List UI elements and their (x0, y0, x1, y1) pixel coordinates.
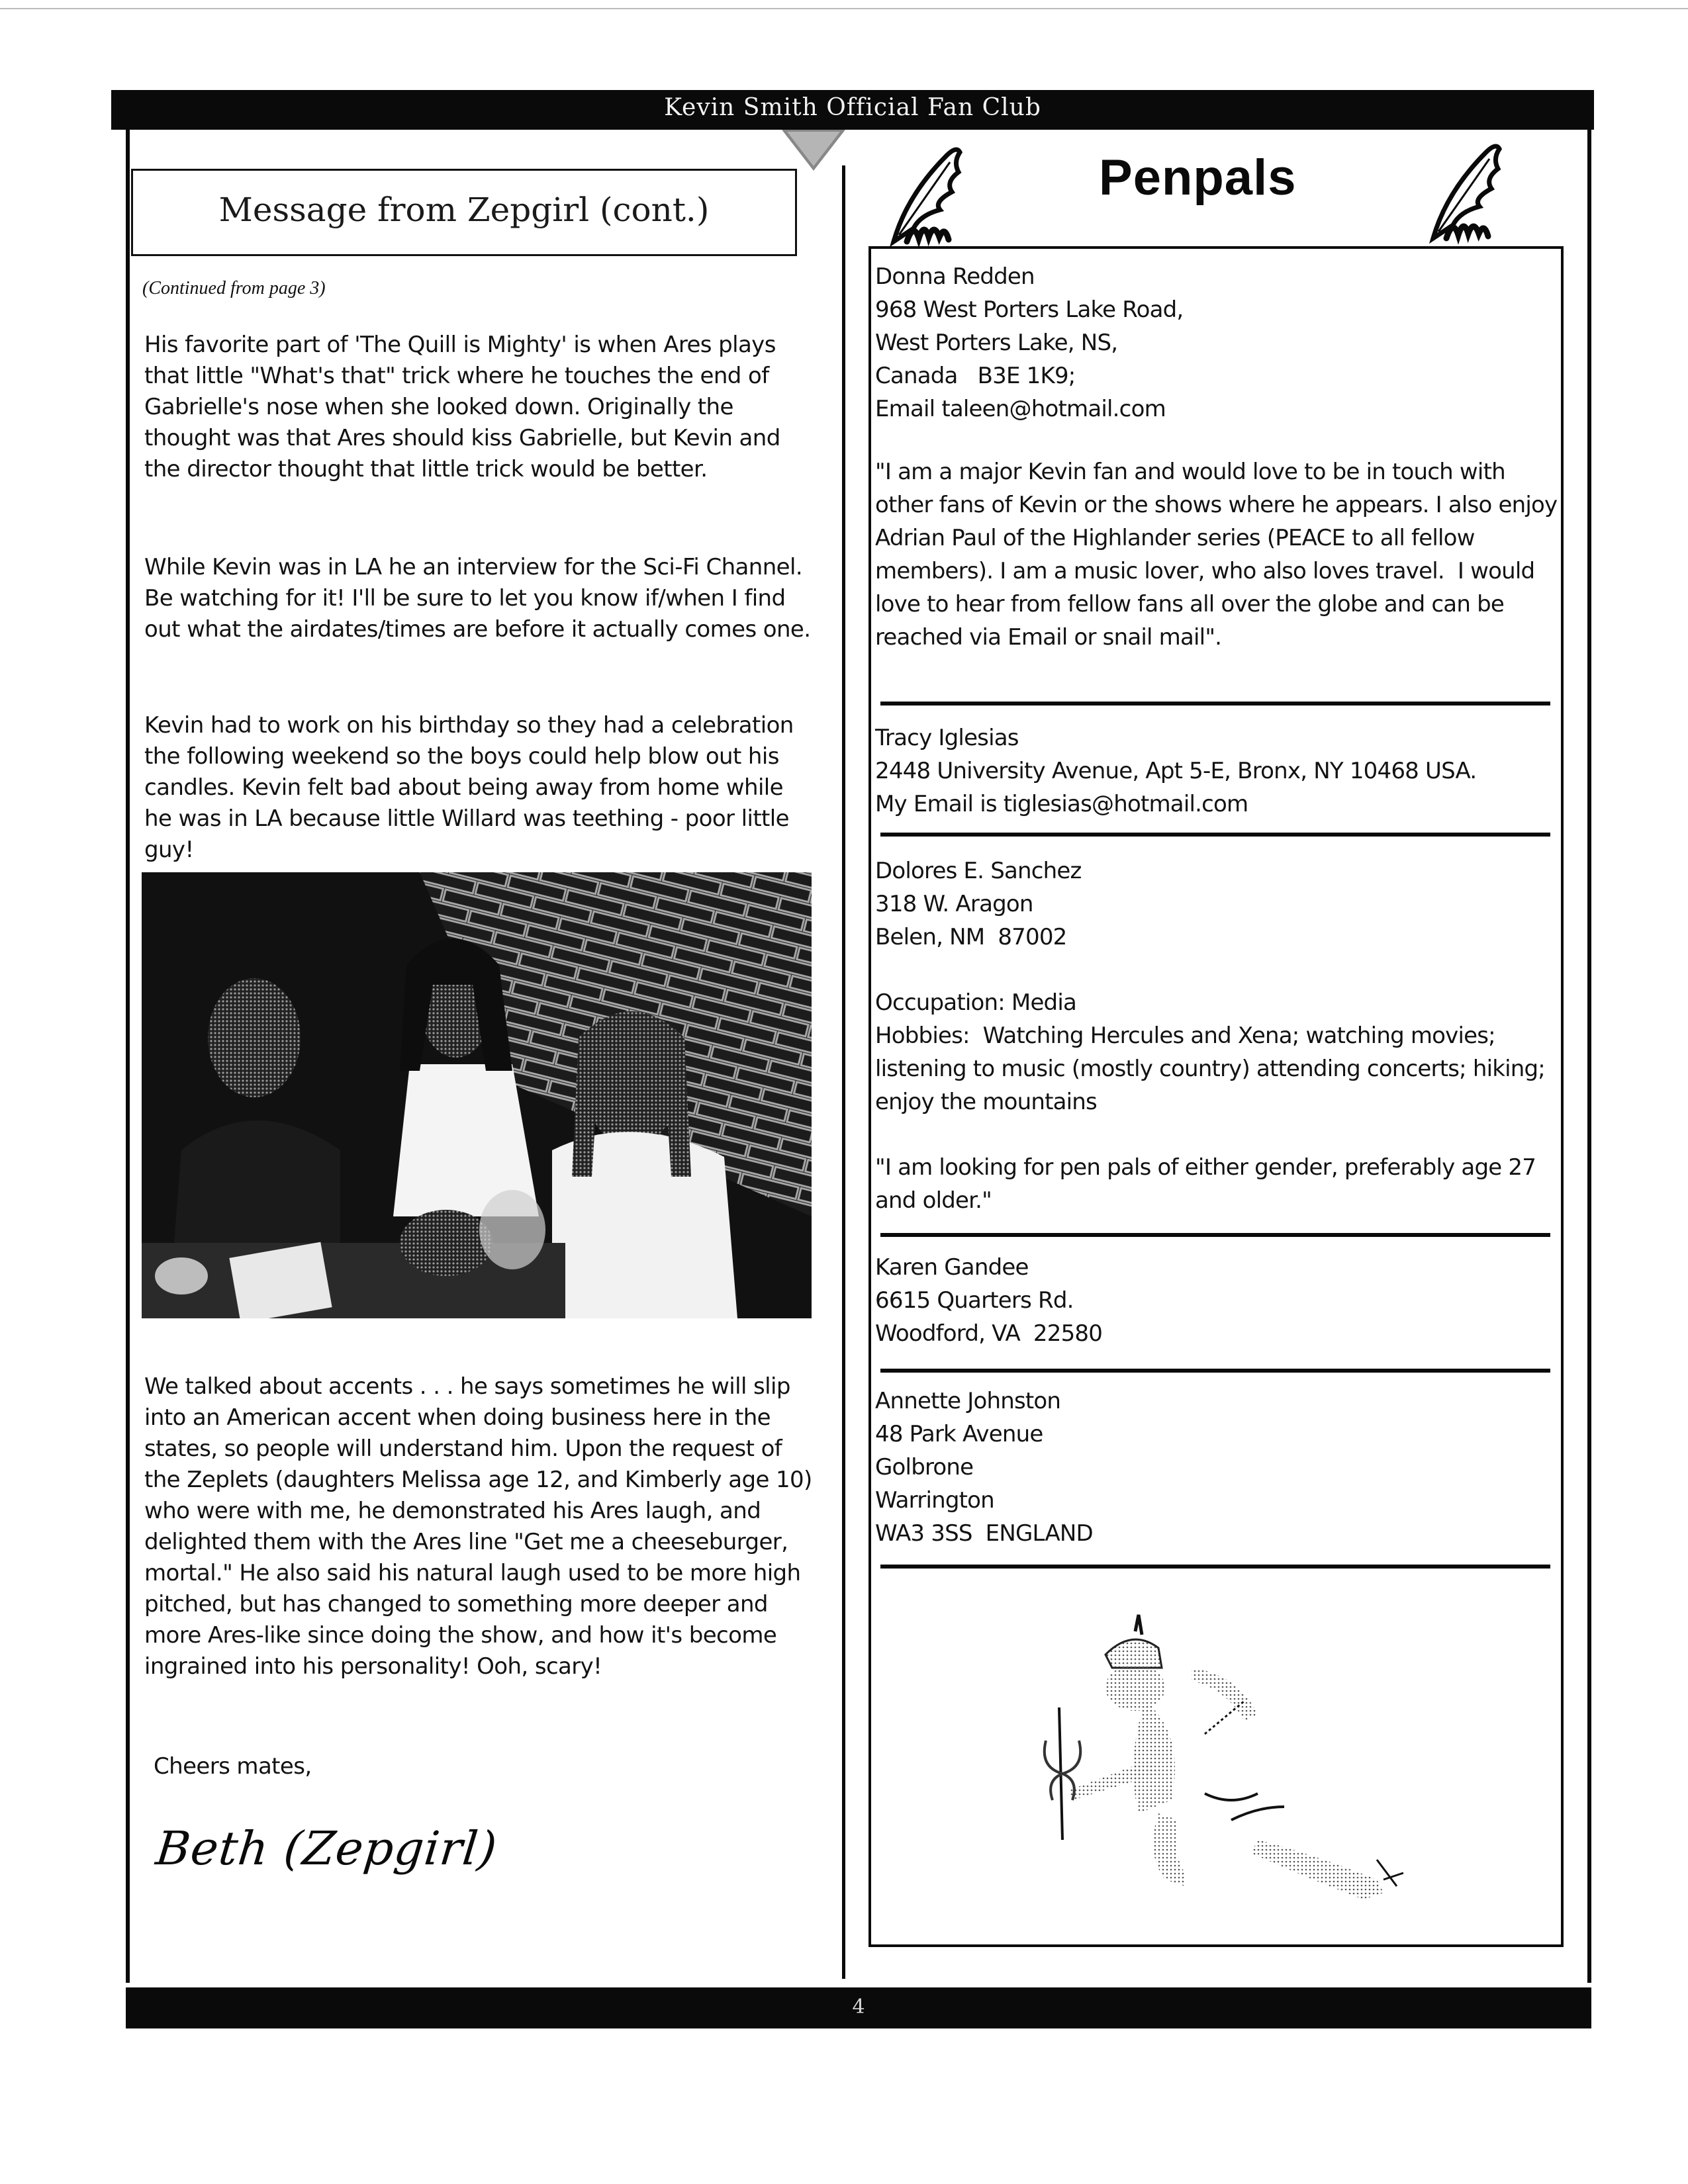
penpal-address-line: 48 Park Avenue (875, 1421, 1043, 1447)
section-title-zepgirl: Message from Zepgirl (cont.) (218, 191, 710, 229)
penpal-address-line: 2448 University Avenue, Apt 5-E, Bronx, NY 10468 USA. (875, 758, 1477, 784)
entry-separator (880, 833, 1550, 837)
header-banner (111, 90, 1594, 130)
penpal-quote: "I am a major Kevin fan and would love to be in touch with other fans of Kevin or the shows where he appears. I also enjoy Adrian Paul of the Highlander series (PEACE to all fellow members). I am a music lover, who also loves travel. I would love to hear from fellow fans all over the globe and can be reached via Email or snail mail". (875, 459, 1564, 651)
column-divider (842, 165, 845, 1979)
quill-pen-icon (867, 136, 986, 248)
page-number: 4 (852, 1995, 865, 2019)
footer-bar (126, 1987, 1591, 2028)
frame-right-border (1587, 130, 1591, 1983)
article-photo (142, 872, 812, 1318)
article-paragraph: While Kevin was in LA he an interview for the Sci-Fi Channel. Be watching for it! I'll be sure to let you know if/when I find out what the airdates/times are before it actually comes one. (144, 554, 811, 643)
penpal-email: Email taleen@hotmail.com (875, 396, 1166, 422)
penpal-quote-block (875, 1151, 1564, 1217)
penpal-entry-dolores-sanchez (875, 854, 1564, 954)
penpal-address-line: Belen, NM 87002 (875, 924, 1067, 950)
quill-pen-icon (1407, 132, 1526, 245)
penpal-address-line: Canada B3E 1K9; (875, 363, 1076, 389)
running-messenger-illustration-icon (1006, 1602, 1417, 1906)
entry-separator (880, 1369, 1550, 1373)
penpal-entry-donna-redden (875, 260, 1564, 426)
penpal-name: Annette Johnston (875, 1388, 1061, 1414)
penpal-address-line: Warrington (875, 1487, 994, 1514)
penpal-hobbies: Hobbies: Watching Hercules and Xena; watching movies; listening to music (mostly country) attending concerts; hiking; enjoy the mountains (875, 1023, 1552, 1115)
penpal-name: Tracy Iglesias (875, 725, 1019, 751)
entry-separator (880, 1565, 1550, 1569)
penpals-title: Penpals (1099, 150, 1297, 206)
penpal-entry-karen-gandee (875, 1251, 1564, 1350)
penpal-entry-annette-johnston (875, 1385, 1564, 1550)
penpal-address-line: 6615 Quarters Rd. (875, 1287, 1074, 1314)
section-title-box (131, 169, 797, 256)
divider-triangle-ornament-inner (787, 132, 840, 166)
penpal-name: Dolores E. Sanchez (875, 858, 1082, 884)
penpal-occupation: Occupation: Media (875, 989, 1077, 1016)
continued-note: (Continued from page 3) (142, 278, 326, 298)
page-top-rule (0, 8, 1688, 9)
penpal-quote: "I am looking for pen pals of either gender, preferably age 27 and older." (875, 1154, 1536, 1214)
entry-separator (880, 1233, 1550, 1237)
penpal-address-line: 968 West Porters Lake Road, (875, 296, 1184, 323)
signature: Beth (Zepgirl) (153, 1821, 500, 1876)
penpal-address-line: Woodford, VA 22580 (875, 1320, 1103, 1347)
penpal-quote-block (875, 455, 1564, 654)
penpal-address-line: West Porters Lake, NS, (875, 330, 1118, 356)
article-paragraph: We talked about accents . . . he says sometimes he will slip into an American accent when doing business here in the states, so people will understand him. Upon the request of the Zeplets (daughters Melissa age 12, and Kimberly age 10) who were with me, he demonstrated his Ares laugh, and delighted them with the Ares line "Get me a cheeseburger, mortal." He also said his natural laugh used to be more high pitched, but has changed to something more deeper and more Ares-like since doing the show, and how it's become ingrained into his personality! Ooh, scary! (144, 1373, 812, 1680)
article-paragraph: Kevin had to work on his birthday so they had a celebration the following weekend so the boys could help blow out his candles. Kevin felt bad about being away from home while he was in LA because little Willard was teething - poor little guy! (144, 712, 794, 863)
article-paragraph: His favorite part of 'The Quill is Mighty' is when Ares plays that little "What's that" trick where he touches the end of Gabrielle's nose when she looked down. Originally the thought was that Ares should kiss Gabrielle, but Kevin and the director thought that little trick would be better. (144, 332, 780, 482)
penpal-address-line: Golbrone (875, 1454, 974, 1480)
penpal-entry-tracy-iglesias (875, 721, 1564, 821)
penpal-address-line: 318 W. Aragon (875, 891, 1033, 917)
penpal-details-block (875, 986, 1564, 1118)
penpal-name: Karen Gandee (875, 1254, 1029, 1281)
closing-line: Cheers mates, (154, 1753, 312, 1780)
penpal-email: My Email is tiglesias@hotmail.com (875, 791, 1248, 817)
frame-left-border (126, 130, 130, 1983)
photo-three-women-icon (142, 872, 812, 1318)
penpal-address-line: WA3 3SS ENGLAND (875, 1520, 1093, 1547)
entry-separator (880, 702, 1550, 705)
penpal-name: Donna Redden (875, 263, 1035, 290)
banner-title: Kevin Smith Official Fan Club (664, 94, 1041, 121)
